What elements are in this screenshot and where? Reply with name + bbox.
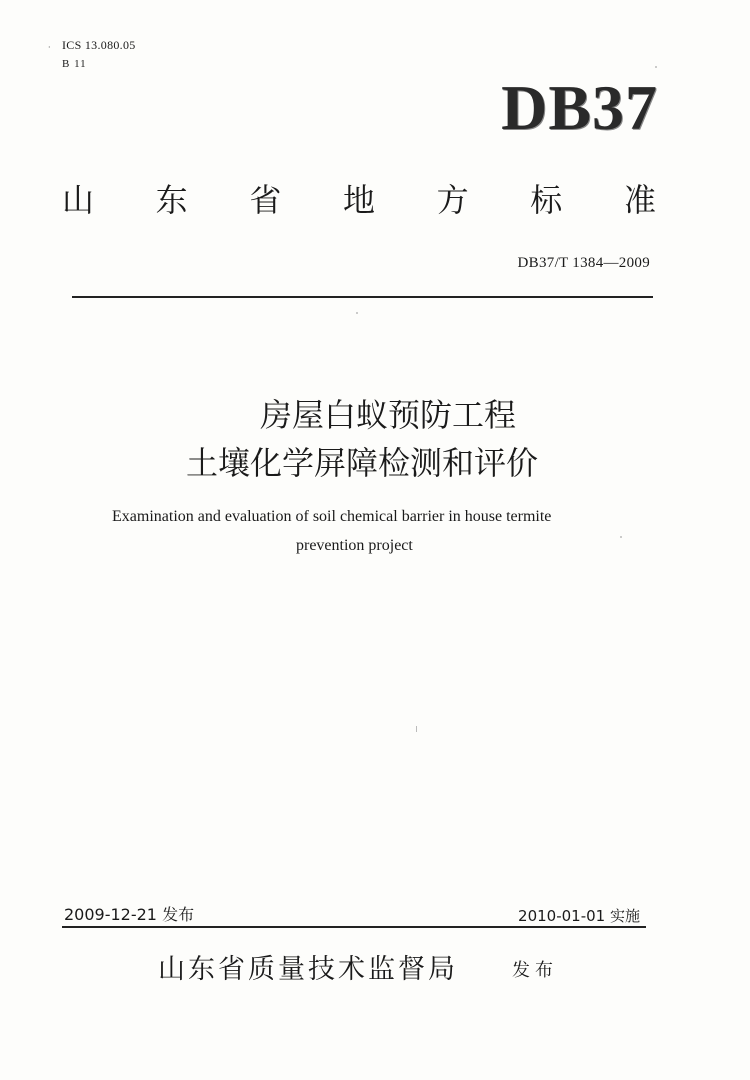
standard-type-char: 方 xyxy=(436,181,469,219)
standard-code-logo: DB37 xyxy=(501,72,658,143)
issuing-authority: 山东省质量技术监督局 xyxy=(158,954,458,985)
chinese-title-line-2: 土壤化学屏障检测和评价 xyxy=(185,444,538,482)
publish-date: 2009-12-21 发布 xyxy=(64,905,195,924)
scan-speck xyxy=(620,536,622,538)
scan-mark: · xyxy=(48,43,51,52)
standard-type-char: 准 xyxy=(623,181,656,219)
ics-code: ICS 13.080.05 xyxy=(62,38,136,52)
english-title-line-2: prevention project xyxy=(296,537,413,554)
header-divider xyxy=(72,296,653,298)
ccs-code: B 11 xyxy=(62,58,87,70)
standard-type-char: 地 xyxy=(342,181,375,219)
english-title-line-1: Examination and evaluation of soil chemical barrier in house termite xyxy=(112,508,552,525)
standard-type-char: 省 xyxy=(249,181,282,219)
standard-type-char: 标 xyxy=(530,181,563,219)
standard-type-char: 东 xyxy=(155,181,188,219)
issuer-suffix: 发布 xyxy=(512,960,558,981)
scan-speck xyxy=(655,66,657,68)
chinese-title-line-1: 房屋白蚁预防工程 xyxy=(259,396,516,434)
standard-number: DB37/T 1384—2009 xyxy=(517,255,650,271)
implement-date: 2010-01-01 实施 xyxy=(518,907,640,925)
scan-speck xyxy=(416,726,417,732)
footer-divider xyxy=(62,926,646,928)
standard-type-char: 山 xyxy=(62,181,95,219)
scan-speck xyxy=(356,312,358,314)
standard-type-heading xyxy=(62,181,656,219)
